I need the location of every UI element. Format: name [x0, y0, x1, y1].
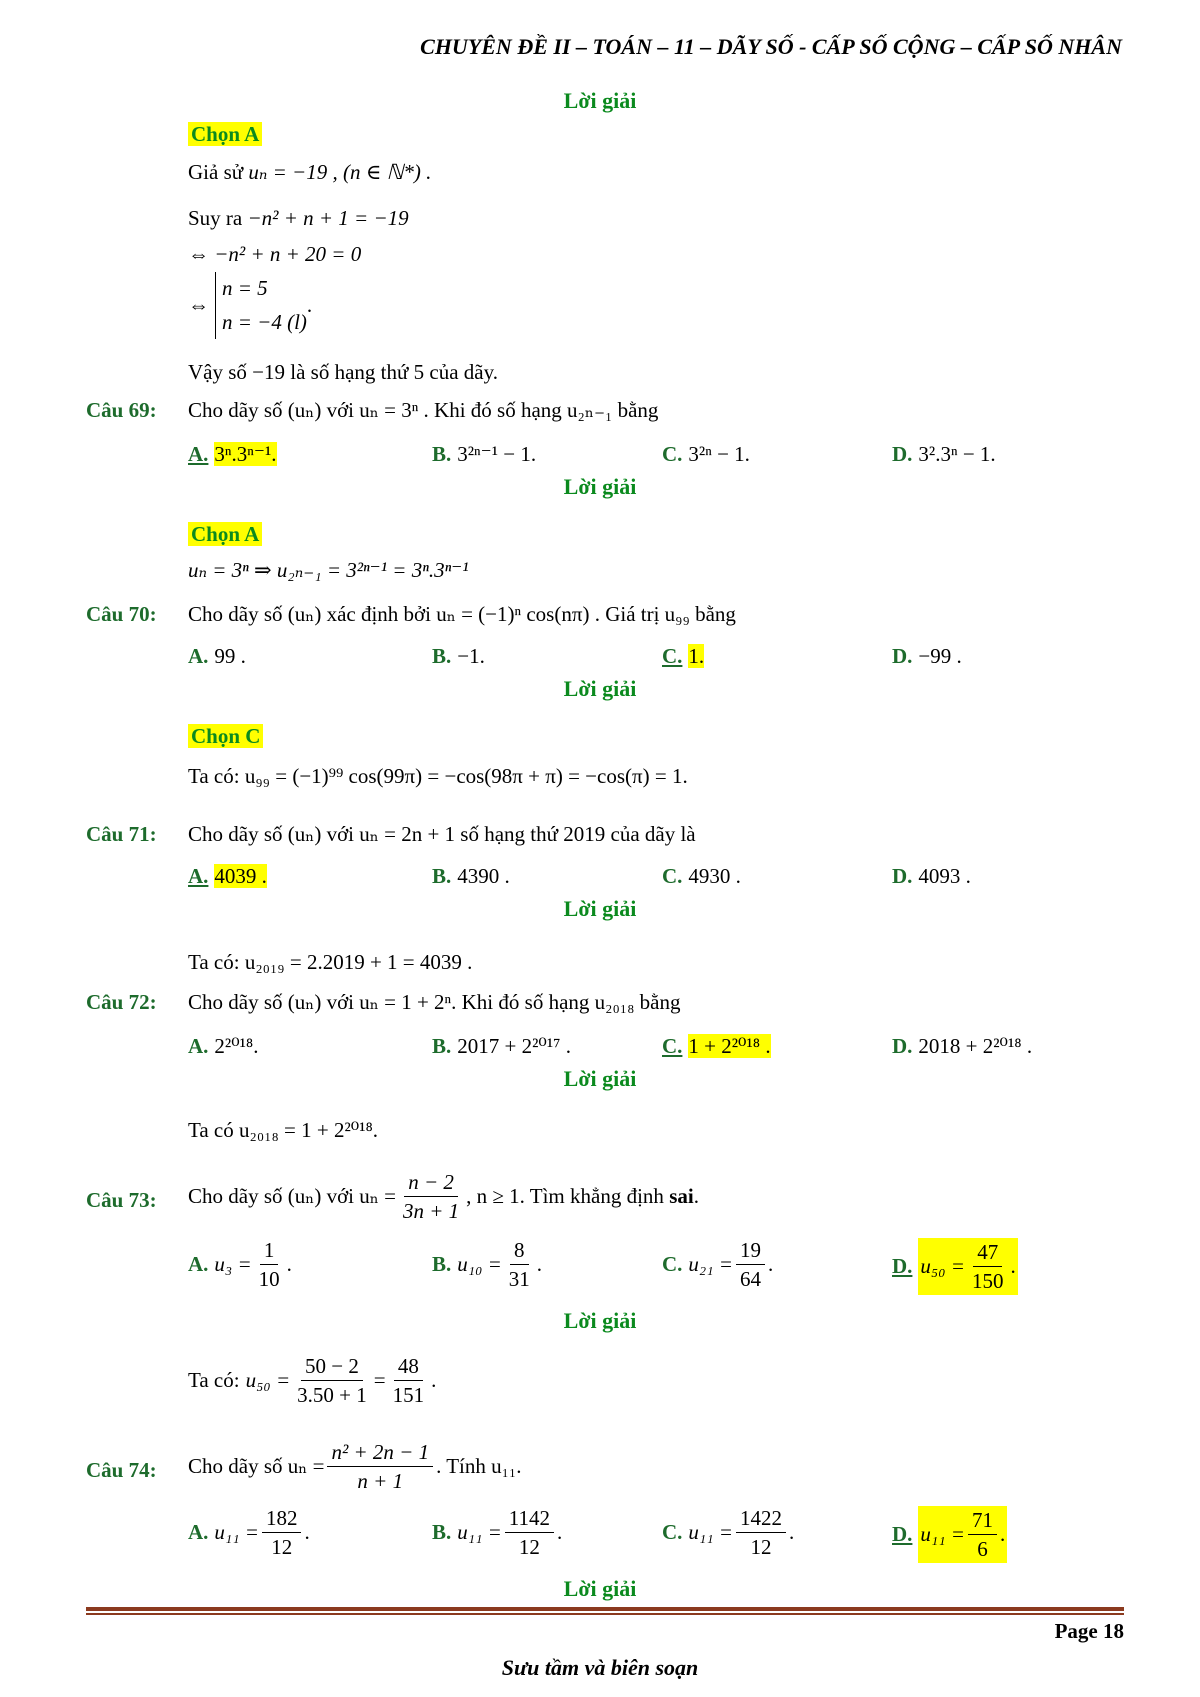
fraction: $\frac{n - 2}{3n + 1}$ [402, 1170, 460, 1224]
option-c: C. 1 + 2²⁰¹⁸ . [662, 1034, 771, 1058]
option-a: A. 4039 . [188, 864, 267, 888]
solution-line: Ta có: u₉₉ = (−1)⁹⁹ cos(99π) = −cos(98π + π) = −cos(π) = 1. [188, 764, 688, 788]
correct-answer-highlight: 1. [688, 644, 705, 668]
option-c: C. u₂₁ = $\frac{19}{64}$ . [662, 1238, 774, 1292]
option-d: D. 2018 + 2²⁰¹⁸ . [892, 1034, 1033, 1058]
solution-heading: Lời giải [563, 1066, 637, 1091]
option-b: B. 3²ⁿ⁻¹ − 1. [432, 442, 537, 466]
option-c: C. 1. [662, 644, 705, 668]
solution-heading: Lời giải [563, 676, 637, 701]
question-label: Câu 70: [86, 602, 157, 626]
option-a: A. 99 . [188, 644, 246, 668]
solution-line: Ta có: u₂₀₁₉ = 2.2019 + 1 = 4039 . [188, 950, 473, 974]
option-a: A. 2²⁰¹⁸. [188, 1034, 259, 1058]
solution-line: Ta có: u₅₀ = $\frac{50 - 2}{3.50 + 1}$ = $\frac{48}{151}$ . [188, 1354, 437, 1408]
question-text: Cho dãy số (uₙ) với uₙ = 2n + 1 số hạng thứ 2019 của dãy là [188, 822, 696, 846]
solution-heading: Lời giải [563, 1308, 637, 1333]
question-text: Cho dãy số (uₙ) với uₙ = 1 + 2ⁿ. Khi đó số hạng u₂₀₁₈ bằng [188, 990, 681, 1014]
solution-heading: Lời giải [563, 1576, 637, 1601]
answer-choice-label: Chọn A [188, 522, 262, 547]
solution-line: Ta có u₂₀₁₈ = 1 + 2²⁰¹⁸. [188, 1118, 379, 1142]
option-b: B. −1. [432, 644, 485, 668]
question-text: Cho dãy số (uₙ) với uₙ = $\frac{n - 2}{3n + 1}$ , n ≥ 1. Tìm khẳng định sai . [188, 1170, 699, 1224]
solution-heading: Lời giải [563, 896, 637, 921]
solution-line: Suy ra −n² + n + 1 = −19 [188, 206, 409, 230]
solution-line: Giả sử uₙ = −19 , (n ∈ ℕ*) . [188, 160, 432, 184]
solution-conclusion: Vậy số −19 là số hạng thứ 5 của dãy. [188, 360, 498, 384]
question-label: Câu 73: [86, 1188, 157, 1212]
footer-credit: Sưu tầm và biên soạn [501, 1655, 699, 1680]
correct-answer-highlight: 4039 . [214, 864, 267, 888]
correct-answer-highlight: u₁₁ = $\frac{71}{6}$ . [918, 1506, 1007, 1563]
option-b: B. 4390 . [432, 864, 510, 888]
solution-system: ⇔ n = 5 n = −4 (l) . [188, 272, 312, 339]
correct-answer-highlight: u₅₀ = $\frac{47}{150}$ . [918, 1238, 1017, 1295]
answer-choice-label: Chọn C [188, 724, 263, 749]
solution-heading: Lời giải [563, 474, 637, 499]
option-d: D. 3².3ⁿ − 1. [892, 442, 996, 466]
answer-choice-label: Chọn A [188, 122, 262, 147]
footer-rule-thin [86, 1613, 1124, 1615]
question-text: Cho dãy số uₙ = $\frac{\text{n² + 2n − 1}}{n + 1}$ . Tính u₁₁. [188, 1440, 522, 1494]
option-d: D. 4093 . [892, 864, 971, 888]
option-a: A. u₁₁ = $\frac{182}{12}$ . [188, 1506, 310, 1560]
fraction: $\frac{\text{n² + 2n − 1}}{n + 1}$ [327, 1440, 433, 1493]
question-text: Cho dãy số (uₙ) xác định bởi uₙ = (−1)ⁿ cos(nπ) . Giá trị u₉₉ bằng [188, 602, 736, 626]
option-b: B. u₁₀ = $\frac{8}{31}$ . [432, 1238, 543, 1292]
correct-answer-highlight: 1 + 2²⁰¹⁸ . [688, 1034, 771, 1058]
question-label: Câu 72: [86, 990, 157, 1014]
solution-line: uₙ = 3ⁿ ⇒ u₂ₙ₋₁ = 3²ⁿ⁻¹ = 3ⁿ.3ⁿ⁻¹ [188, 558, 469, 582]
option-d: D. −99 . [892, 644, 962, 668]
footer-rule [86, 1607, 1124, 1611]
solution-line: ⇔ −n² + n + 20 = 0 [188, 242, 362, 266]
option-a: A. u₃ = $\frac{1}{10}$ . [188, 1238, 292, 1292]
option-c: C. 3²ⁿ − 1. [662, 442, 750, 466]
option-c: C. u₁₁ = $\frac{1422}{12}$ . [662, 1506, 795, 1560]
question-label: Câu 69: [86, 398, 157, 422]
question-label: Câu 74: [86, 1458, 157, 1482]
option-a: A. 3ⁿ.3ⁿ⁻¹. [188, 442, 277, 466]
system-row: n = −4 (l) [222, 309, 307, 334]
option-c: C. 4930 . [662, 864, 741, 888]
question-label: Câu 71: [86, 822, 157, 846]
correct-answer-highlight: 3ⁿ.3ⁿ⁻¹. [214, 442, 277, 466]
document-header: CHUYÊN ĐỀ II – TOÁN – 11 – DÃY SỐ - CẤP SỐ CỘNG – CẤP SỐ NHÂN [420, 34, 1122, 59]
question-text: Cho dãy số (uₙ) với uₙ = 3ⁿ . Khi đó số hạng u₂ₙ₋₁ bằng [188, 398, 659, 422]
solution-heading: Lời giải [563, 88, 637, 113]
option-d: D. u₁₁ = $\frac{71}{6}$ . [892, 1506, 1007, 1563]
system-row: n = 5 [222, 276, 268, 300]
page-number: Page 18 [1054, 1619, 1124, 1643]
option-d: D. u₅₀ = $\frac{47}{150}$ . [892, 1238, 1018, 1295]
option-b: B. 2017 + 2²⁰¹⁷ . [432, 1034, 571, 1058]
option-b: B. u₁₁ = $\frac{1142}{12}$ . [432, 1506, 563, 1560]
